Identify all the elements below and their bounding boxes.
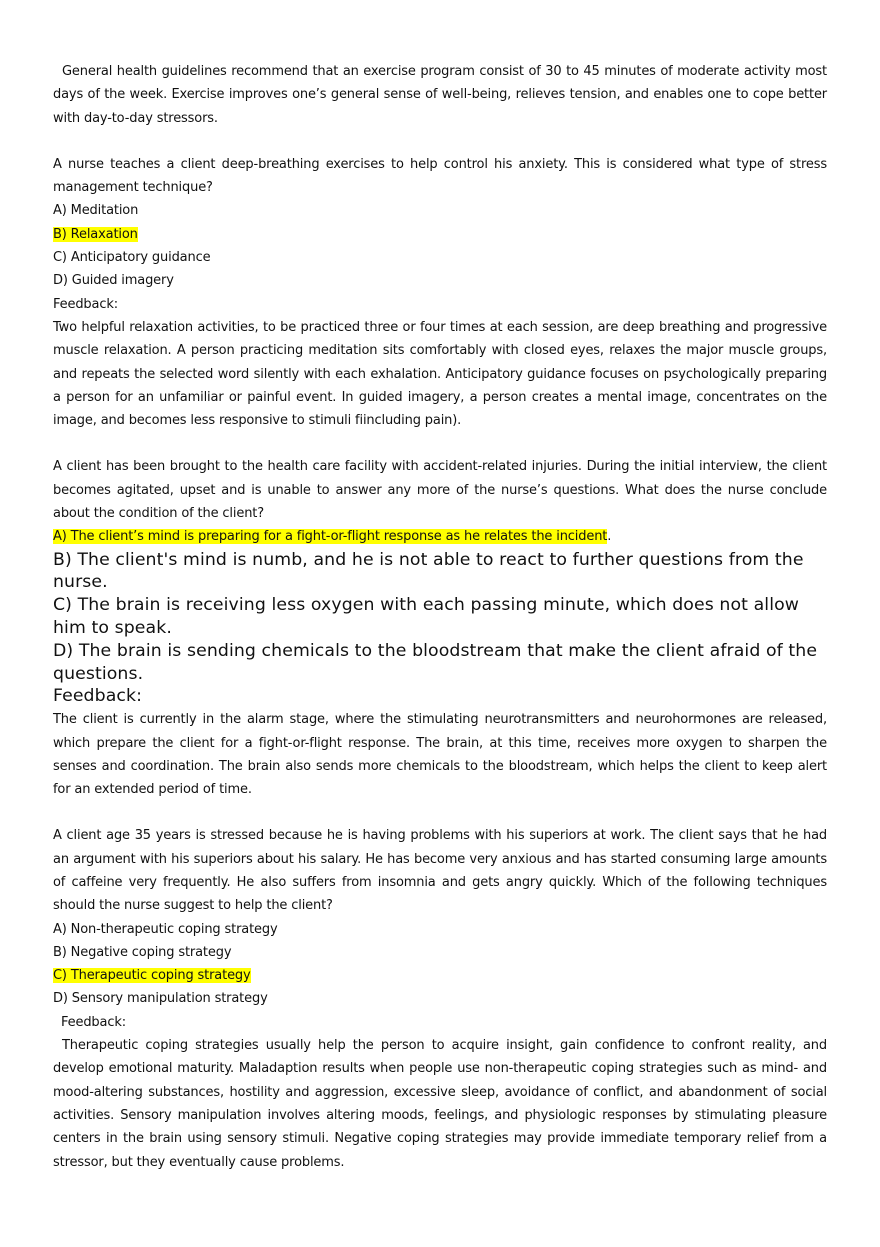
question-3-feedback: Therapeutic coping strategies usually help the person to acquire insight, gain confidence to confront reality, and develop emotional maturity. Maladaption results when people use non-therapeutic coping strategies such as mind- and mood-altering substances, hostility and aggression, excessive sleep, avoidance of conflict, and abandonment of social activities. Sensory manipulation involves altering moods, feelings, and physiologic responses by stimulating pleasure centers in the brain using sensory stimuli. Negative coping strategies may provide immediate temporary relief from a stressor, but they eventually cause problems. [53, 1038, 827, 1170]
question-1 [53, 153, 827, 433]
question-1-option-d: D) Guided imagery [53, 273, 174, 289]
question-1-option-c: C) Anticipatory guidance [53, 250, 211, 266]
question-3-text: A client age 35 years is stressed because he is having problems with his superiors at work. The client says that he had an argument with his superiors about his salary. He has become very anxious and has started consuming large amounts of caffeine very frequently. He also suffers from insomnia and gets angry quickly. Which of the following techniques should the nurse suggest to help the client? [53, 828, 827, 914]
question-3-option-b: B) Negative coping strategy [53, 944, 232, 960]
question-3-feedback-label: Feedback: [61, 1014, 126, 1030]
question-1-feedback: Two helpful relaxation activities, to be practiced three or four times at each session, are deep breathing and progressive muscle relaxation. A person practicing meditation sits comfortably with closed eyes, relaxes the major muscle groups, and repeats the selected word silently with each exhalation. Anticipatory guidance focuses on psychologically preparing a person for an unfamiliar or painful event. In guided imagery, a person creates a mental image, concentrates on the image, and becomes less responsive to stimuli fiincluding pain). [53, 319, 827, 429]
option-a-period: . [607, 529, 612, 545]
question-2 [53, 455, 827, 801]
question-2-text: A client has been brought to the health care facility with accident-related injuries. During the initial interview, the client becomes agitated, upset and is unable to answer any more of the nurse’s questions. What does the nurse conclude about the condition of the client? [53, 459, 827, 522]
question-1-feedback-label: Feedback: [53, 296, 118, 312]
question-2-option-d: D) The brain is sending chemicals to the bloodstream that make the client afraid of the questions. [53, 640, 818, 684]
highlighted-answer: A) The client’s mind is preparing for a fight-or-flight response as he relates the incident [53, 529, 608, 545]
highlighted-answer: C) Therapeutic coping strategy [53, 968, 251, 984]
question-3 [53, 824, 827, 1173]
intro-paragraph: General health guidelines recommend that an exercise program consist of 30 to 45 minutes of moderate activity most days of the week. Exercise improves one’s general sense of well-being, relieves tension, and enables one to cope better with day-to-day stressors. [53, 64, 827, 126]
question-2-option-a [53, 525, 827, 548]
question-3-option-c [53, 964, 827, 987]
question-2-feedback-label: Feedback: [53, 686, 143, 707]
question-1-option-a: A) Meditation [53, 203, 139, 219]
question-3-option-a: A) Non-therapeutic coping strategy [53, 921, 278, 937]
question-2-option-c: C) The brain is receiving less oxygen with each passing minute, which does not allow him to speak. [53, 595, 799, 639]
document-body [53, 60, 827, 1174]
highlighted-answer: B) Relaxation [53, 226, 138, 242]
question-2-option-b: B) The client's mind is numb, and he is not able to react to further questions from the nurse. [53, 549, 804, 593]
question-3-option-d: D) Sensory manipulation strategy [53, 991, 268, 1007]
question-1-text: A nurse teaches a client deep-breathing exercises to help control his anxiety. This is considered what type of stress management technique? [53, 156, 827, 196]
question-1-option-b [53, 223, 827, 246]
question-2-feedback: The client is currently in the alarm stage, where the stimulating neurotransmitters and neurohormones are released, which prepare the client for a fight-or-flight response. The brain, at this time, receives more oxygen to sharpen the senses and coordination. The brain also sends more chemicals to the bloodstream, which helps the client to keep alert for an extended period of time. [53, 712, 827, 798]
